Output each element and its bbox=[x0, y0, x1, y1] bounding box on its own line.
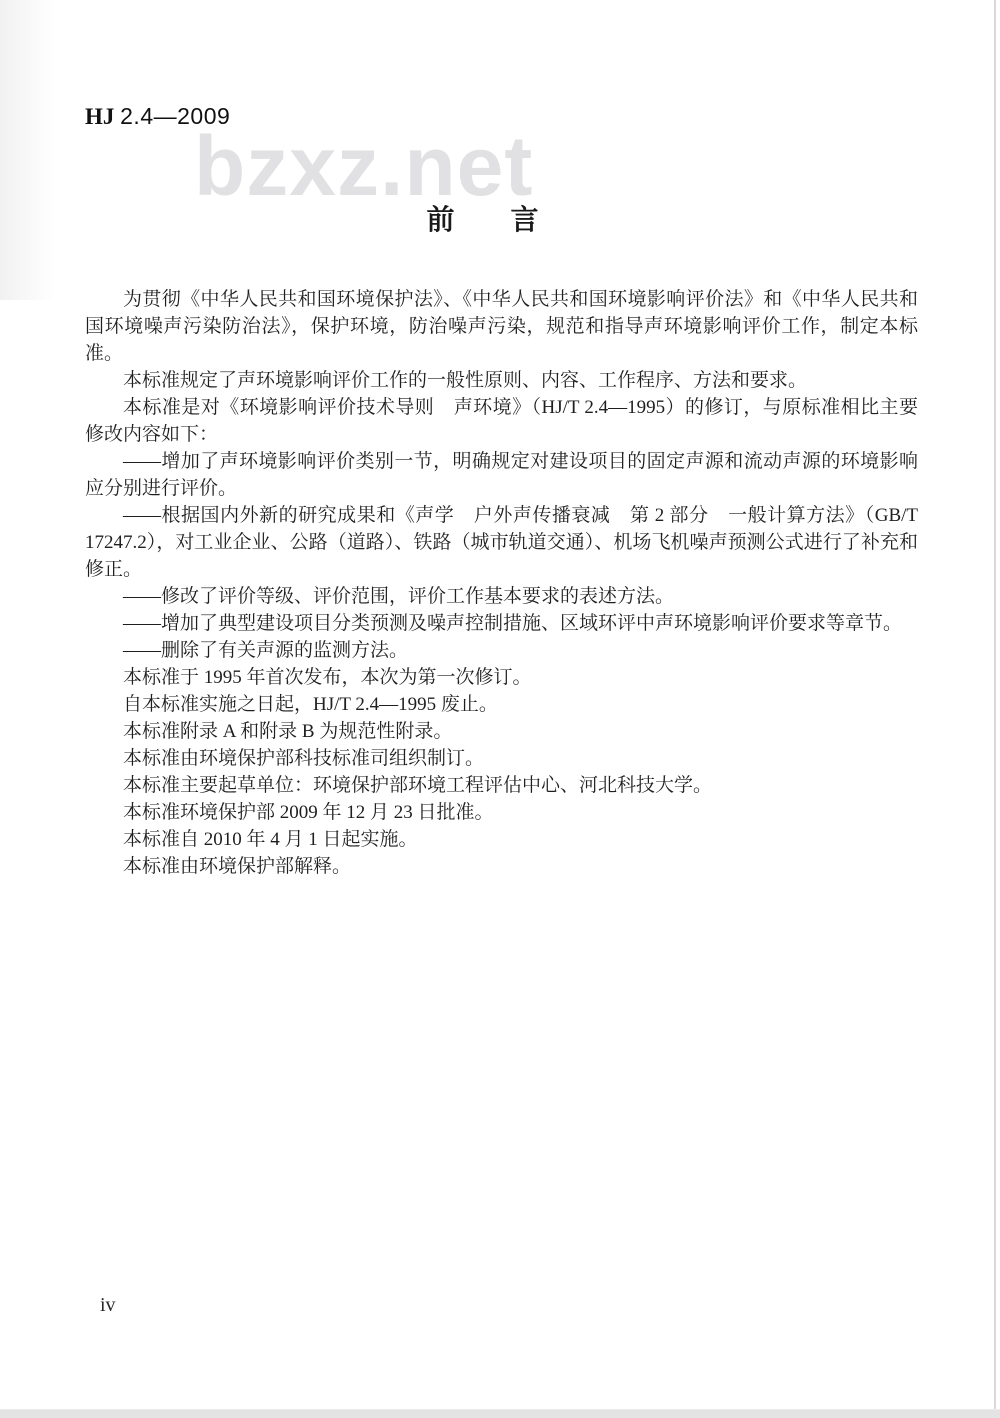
standard-code-number: 2.4—2009 bbox=[120, 103, 231, 129]
foreword-body bbox=[85, 286, 918, 880]
paragraph: 本标准由环境保护部科技标准司组织制订。 bbox=[123, 748, 485, 769]
foreword-title: 前 言 bbox=[426, 205, 539, 236]
paragraph: 本标准环境保护部 2009 年 12 月 23 日批准。 bbox=[123, 802, 494, 823]
paragraph: 本标准规定了声环境影响评价工作的一般性原则、内容、工作程序、方法和要求。 bbox=[123, 370, 808, 391]
paragraph: ——修改了评价等级、评价范围，评价工作基本要求的表述方法。 bbox=[123, 586, 675, 607]
page-number: iv bbox=[100, 1294, 116, 1316]
page-edge-bottom bbox=[0, 1409, 1000, 1418]
scan-corner-shading bbox=[0, 0, 55, 300]
paragraph: 本标准附录 A 和附录 B 为规范性附录。 bbox=[123, 721, 453, 742]
paragraph: 本标准自 2010 年 4 月 1 日起实施。 bbox=[123, 829, 418, 850]
paragraph: 本标准主要起草单位：环境保护部环境工程评估中心、河北科技大学。 bbox=[123, 775, 713, 796]
standard-code-prefix: HJ bbox=[85, 104, 115, 129]
paragraph: 自本标准实施之日起，HJ/T 2.4—1995 废止。 bbox=[123, 694, 498, 715]
paragraph: ——增加了典型建设项目分类预测及噪声控制措施、区域环评中声环境影响评价要求等章节。 bbox=[123, 613, 903, 634]
paragraph: 为贯彻《中华人民共和国环境保护法》、《中华人民共和国环境影响评价法》和《中华人民共和国环境噪声污染防治法》，保护环境，防治噪声污染，规范和指导声环境影响评价工作，制定本标准。 bbox=[85, 289, 918, 364]
paragraph: ——根据国内外新的研究成果和《声学 户外声传播衰减 第 2 部分 一般计算方法》（GB/T 17247.2），对工业企业、公路（道路）、铁路（城市轨道交通）、机场飞机噪声预测公式进行了补充和修正。 bbox=[85, 505, 918, 580]
page-edge-right bbox=[994, 0, 996, 1418]
site-watermark: bzxz.net bbox=[194, 119, 534, 213]
standard-number-header bbox=[85, 102, 230, 131]
paragraph: 本标准于 1995 年首次发布，本次为第一次修订。 bbox=[123, 667, 532, 688]
paragraph: ——删除了有关声源的监测方法。 bbox=[123, 640, 409, 661]
paragraph: 本标准是对《环境影响评价技术导则 声环境》（HJ/T 2.4—1995）的修订，与原标准相比主要修改内容如下： bbox=[85, 397, 918, 445]
paragraph: 本标准由环境保护部解释。 bbox=[123, 856, 352, 877]
paragraph: ——增加了声环境影响评价类别一节，明确规定对建设项目的固定声源和流动声源的环境影响应分别进行评价。 bbox=[85, 451, 918, 499]
